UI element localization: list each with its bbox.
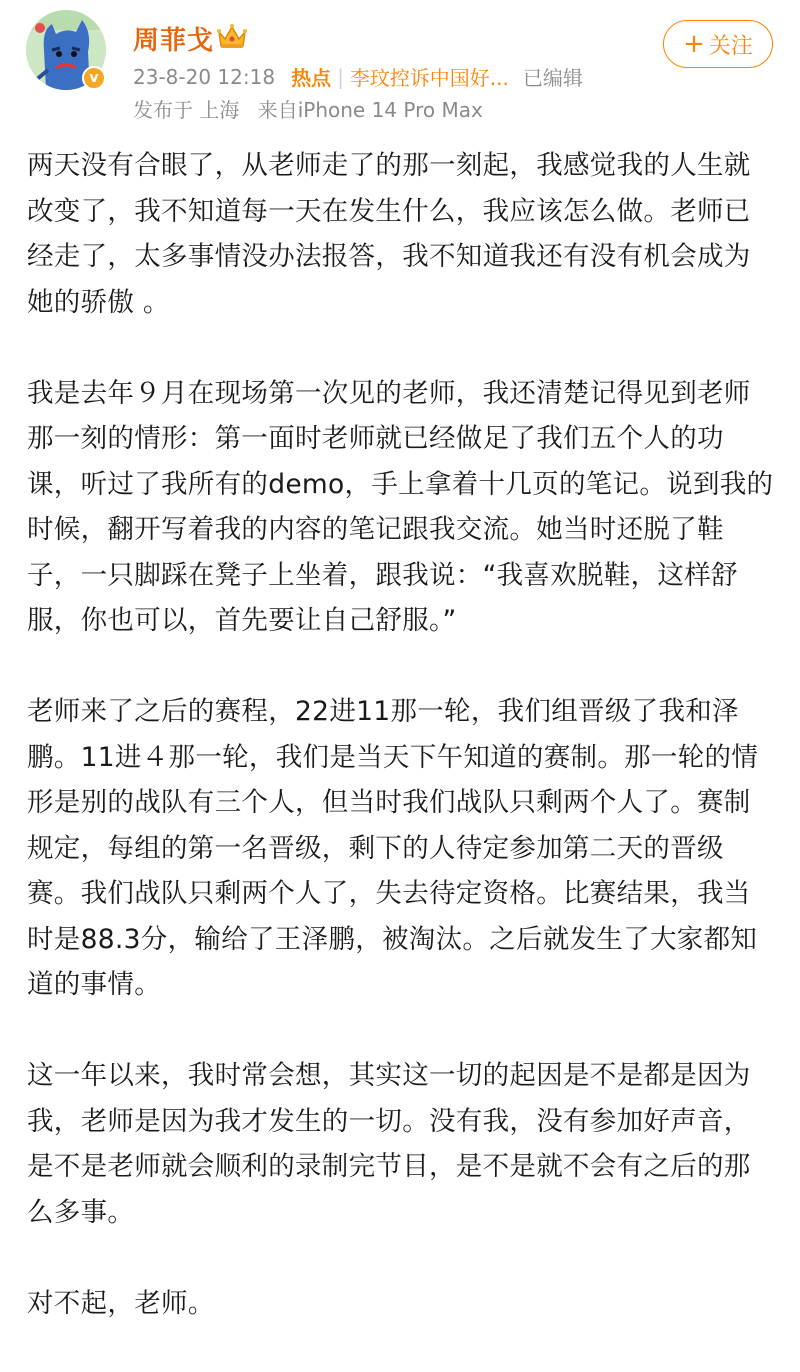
post-paragraph: 我是去年９月在现场第一次见的老师，我还清楚记得见到老师那一刻的情形：第一面时老师就已经做足了我们五个人的功课，听过了我所有的demo，手上拿着十几页的笔记。说到我的时候，翻开写着我的内容的笔记跟我交流。她当时还脱了鞋子，一只脚踩在凳子上坐着，跟我说：“我喜欢脱鞋，这样舒服，你也可以，首先要让自己舒服。” (27, 377, 774, 636)
follow-button[interactable] (663, 20, 773, 68)
post-header (0, 0, 800, 128)
post-meta (133, 62, 583, 91)
edited-label[interactable]: 已编辑 (522, 66, 583, 90)
username[interactable]: 周菲戈 (133, 26, 215, 56)
crown-icon (216, 22, 248, 50)
post-location (133, 94, 483, 123)
verified-v-badge-icon: v (82, 66, 106, 90)
post-paragraph: 老师来了之后的赛程，22进11那一轮，我们组晋级了我和泽鹏。11进４那一轮，我们是当天下午知道的赛制。那一轮的情形是别的战队有三个人，但当时我们战队只剩两个人了。赛制规定，每组的第一名晋级，剩下的人待定参加第二天的晋级赛。我们战队只剩两个人了，失去待定资格。比赛结果，我当时是88.3分，输给了王泽鹏，被淘汰。之后就发生了大家都知道的事情。 (27, 696, 759, 1000)
hot-topic-link[interactable]: 李玟控诉中国好... (349, 66, 509, 90)
follow-button-label: 关注 (708, 33, 753, 59)
post-paragraph: 这一年以来，我时常会想，其实这一切的起因是不是都是因为我，老师是因为我才发生的一切。没有我，没有参加好声音，是不是老师就会顺利的录制完节目，是不是就不会有之后的那么多事。 (27, 1060, 751, 1228)
post-content (27, 143, 775, 1372)
plus-icon: + (683, 29, 705, 59)
post-time: 23-8-20 12:18 (133, 64, 276, 89)
meta-divider: | (337, 64, 344, 89)
source-device: 来自iPhone 14 Pro Max (257, 98, 483, 122)
post-paragraph: 对不起，老师。 (27, 1287, 215, 1319)
hot-label[interactable]: 热点 (291, 66, 332, 90)
post-paragraph: 两天没有合眼了，从老师走了的那一刻起，我感觉我的人生就改变了，我不知道每一天在发生什么，我应该怎么做。老师已经走了，太多事情没办法报答，我不知道我还有没有机会成为她的骄傲 。 (27, 150, 751, 318)
location-text: 发布于 上海 (133, 98, 240, 122)
